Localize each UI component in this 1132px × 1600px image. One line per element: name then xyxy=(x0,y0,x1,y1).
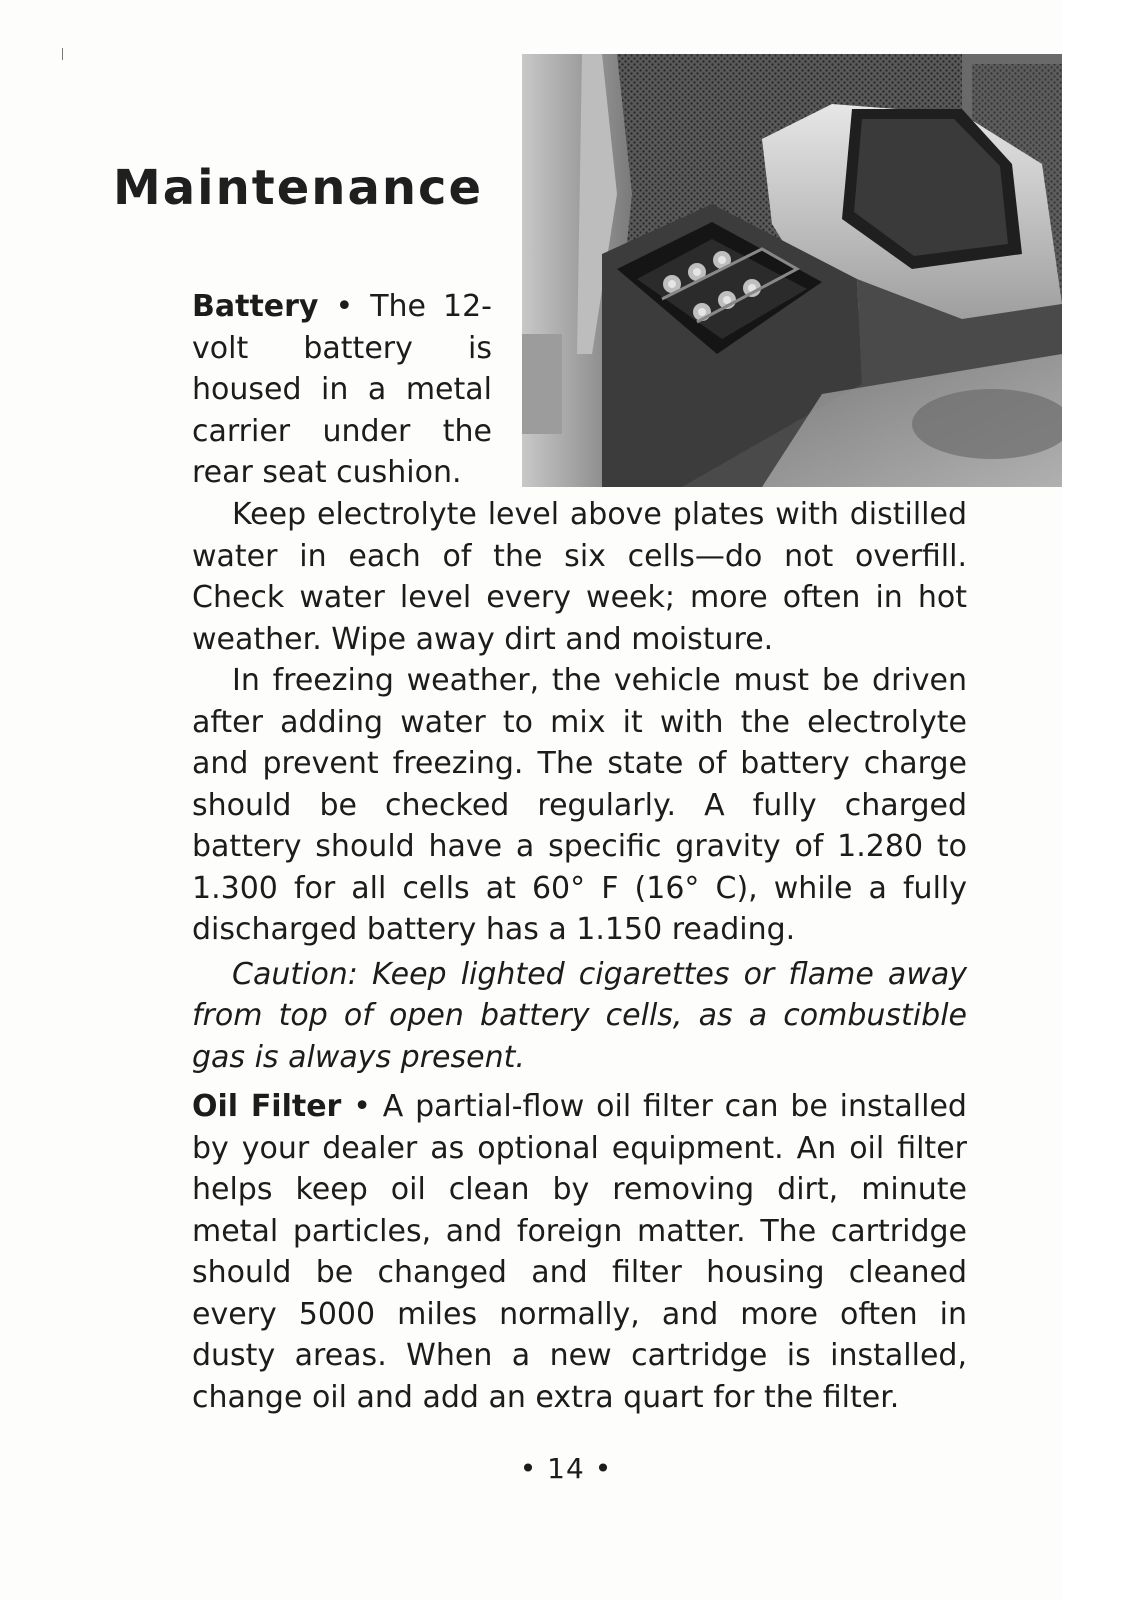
oil-filter-paragraph xyxy=(192,1086,967,1418)
oil-filter-text: A partial-flow oil filter can be installed by your dealer as optional equipment. An oil filter helps keep oil clean by removing dirt, minute metal particles, and foreign matter. The cartridge should be changed and filter housing cleaned every 5000 miles normally, and more often in dusty areas. When a new cartridge is installed, change oil and add an extra quart for the filter. xyxy=(192,1089,967,1415)
battery-lead: Battery xyxy=(192,289,319,324)
oil-filter-lead: Oil Filter xyxy=(192,1089,342,1124)
page-margin xyxy=(1062,0,1132,1600)
battery-intro-line: carrier under the xyxy=(192,413,492,449)
battery-paragraph: Keep electrolyte level above plates with distilled water in each of the six cells—do not overfill. Check water level every week; more often in hot weather. Wipe away dirt and moisture. xyxy=(192,497,967,657)
battery-photo xyxy=(522,54,1062,487)
page-number: • 14 • xyxy=(519,1452,613,1485)
battery-intro-line: housed in a metal xyxy=(192,372,492,407)
caution-paragraph: Caution: Keep lighted cigarettes or flame away from top of open battery cells, as a combustible gas is always present. xyxy=(192,956,967,1075)
page-title: Maintenance xyxy=(113,160,484,216)
battery-intro-line: rear seat cushion. xyxy=(192,455,462,490)
battery-intro-line: The 12- xyxy=(370,289,492,324)
bullet: • xyxy=(335,289,354,324)
bullet: • xyxy=(353,1089,371,1124)
body-text xyxy=(192,494,967,1418)
battery-intro-line: volt battery is xyxy=(192,330,492,366)
battery-intro xyxy=(192,286,492,494)
page-corner-mark xyxy=(62,48,63,60)
battery-paragraph: In freezing weather, the vehicle must be driven after adding water to mix it with the electrolyte and prevent freezing. The state of battery charge should be checked regularly. A fully charged battery should have a specific gravity of 1.280 to 1.300 for all cells at 60° F (16° C), while a fully discharged battery has a 1.150 reading. xyxy=(192,663,967,947)
